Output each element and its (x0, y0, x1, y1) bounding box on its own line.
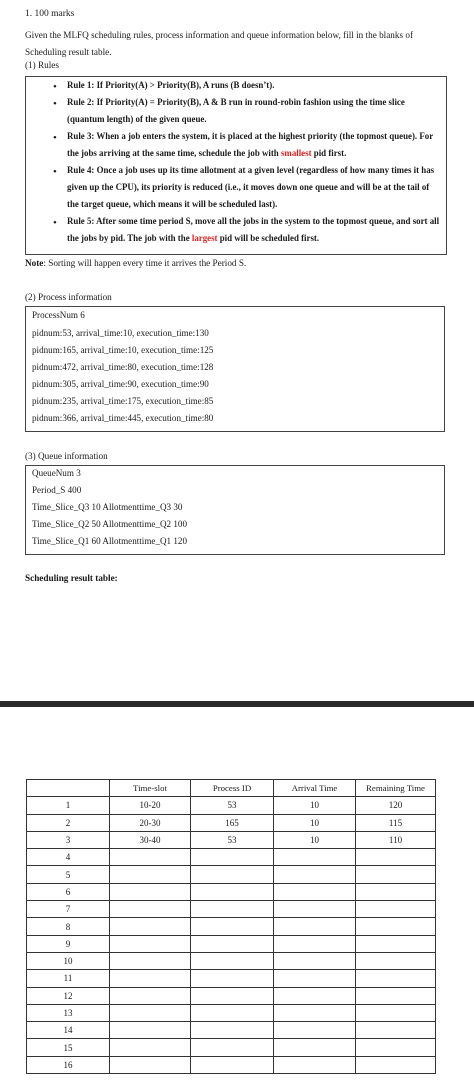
row-index: 9 (27, 935, 110, 952)
queue-info-box (25, 465, 445, 555)
row-index: 13 (27, 1004, 110, 1021)
arrival-time-cell[interactable] (274, 901, 356, 918)
process-info-heading: (2) Process information (25, 292, 112, 302)
table-row (27, 797, 436, 814)
row-index: 3 (27, 831, 110, 848)
arrival-time-cell[interactable]: 10 (274, 814, 356, 831)
arrival-time-cell[interactable] (274, 849, 356, 866)
time-slot-cell[interactable] (110, 952, 191, 969)
process-id-cell[interactable] (191, 1039, 274, 1056)
process-id-cell[interactable] (191, 866, 274, 883)
header-process-id: Process ID (191, 780, 274, 797)
row-index: 7 (27, 901, 110, 918)
time-slot-cell[interactable] (110, 935, 191, 952)
arrival-time-cell[interactable] (274, 918, 356, 935)
time-slot-cell[interactable] (110, 1004, 191, 1021)
divider (0, 701, 474, 707)
header-remaining-time: Remaining Time (356, 780, 436, 797)
table-row (27, 1039, 436, 1056)
time-slot-cell[interactable] (110, 1056, 191, 1073)
rule-3-text-end: pid first. (311, 148, 347, 158)
remaining-time-cell[interactable] (356, 1039, 436, 1056)
rule-3 (67, 128, 443, 162)
rule-4 (67, 162, 443, 213)
row-index: 10 (27, 952, 110, 969)
table-header-row (27, 780, 436, 797)
time-slot-cell[interactable] (110, 918, 191, 935)
row-index: 14 (27, 1022, 110, 1039)
queue-line: Time_Slice_Q1 60 Allotmenttime_Q1 120 (32, 536, 188, 546)
remaining-time-cell[interactable] (356, 970, 436, 987)
arrival-time-cell[interactable] (274, 1056, 356, 1073)
rule-5-text: Rule 5: After some time period S, move all the jobs in the system to the topmost queue, and sort all the jobs by pid. The job with the (67, 216, 440, 243)
remaining-time-cell[interactable] (356, 918, 436, 935)
time-slot-cell[interactable] (110, 1022, 191, 1039)
process-id-cell[interactable] (191, 1056, 274, 1073)
time-slot-cell[interactable] (110, 1039, 191, 1056)
time-slot-cell[interactable]: 10-20 (110, 797, 191, 814)
remaining-time-cell[interactable]: 110 (356, 831, 436, 848)
row-index: 11 (27, 970, 110, 987)
row-index: 1 (27, 797, 110, 814)
bullet-icon: • (53, 132, 57, 144)
time-slot-cell[interactable] (110, 883, 191, 900)
process-id-cell[interactable] (191, 1022, 274, 1039)
rule-4-text: Rule 4: Once a job uses up its time allotment at a given level (regardless of how many times it has given up the CPU), its priority is reduced (i.e., it moves down one queue and will be at the tail of the target queue, which means it will be scheduled last). (67, 165, 435, 209)
remaining-time-cell[interactable] (356, 935, 436, 952)
table-row (27, 883, 436, 900)
rule-5-highlight: largest (191, 233, 218, 243)
arrival-time-cell[interactable] (274, 970, 356, 987)
process-id-cell[interactable] (191, 952, 274, 969)
arrival-time-cell[interactable]: 10 (274, 797, 356, 814)
process-line: pidnum:53, arrival_time:10, execution_time:130 (32, 328, 209, 338)
rules-box (25, 76, 447, 255)
row-index: 6 (27, 883, 110, 900)
header-arrival-time: Arrival Time (274, 780, 356, 797)
question-title: 1. 100 marks (25, 9, 75, 19)
time-slot-cell[interactable] (110, 849, 191, 866)
table-row (27, 952, 436, 969)
process-id-cell[interactable]: 53 (191, 797, 274, 814)
remaining-time-cell[interactable] (356, 883, 436, 900)
process-line: pidnum:305, arrival_time:90, execution_time:90 (32, 379, 209, 389)
note-text: : Sorting will happen every time it arrives the Period S. (43, 258, 247, 268)
bullet-icon: • (53, 166, 57, 178)
process-id-cell[interactable] (191, 970, 274, 987)
process-id-cell[interactable] (191, 918, 274, 935)
time-slot-cell[interactable] (110, 901, 191, 918)
table-row (27, 987, 436, 1004)
scheduling-result-table (26, 779, 436, 1074)
arrival-time-cell[interactable] (274, 866, 356, 883)
remaining-time-cell[interactable] (356, 1004, 436, 1021)
header-time-slot: Time-slot (110, 780, 191, 797)
row-index: 12 (27, 987, 110, 1004)
bullet-icon: • (53, 81, 57, 93)
queue-line: Time_Slice_Q2 50 Allotmenttime_Q2 100 (32, 519, 188, 529)
note (25, 258, 246, 268)
table-row (27, 831, 436, 848)
rules-heading: (1) Rules (25, 60, 59, 70)
process-id-cell[interactable] (191, 1004, 274, 1021)
rule-3-text: Rule 3: When a job enters the system, it is placed at the highest priority (the topmost queue). For the jobs arriving at the same time, schedule the job with (67, 131, 433, 158)
queue-line: QueueNum 3 (32, 468, 81, 478)
rule-3-highlight: smallest (280, 148, 312, 158)
time-slot-cell[interactable] (110, 970, 191, 987)
process-id-cell[interactable] (191, 987, 274, 1004)
arrival-time-cell[interactable] (274, 1004, 356, 1021)
process-line: pidnum:472, arrival_time:80, execution_time:128 (32, 362, 214, 372)
remaining-time-cell[interactable] (356, 901, 436, 918)
table-row (27, 970, 436, 987)
row-index: 15 (27, 1039, 110, 1056)
process-line: ProcessNum 6 (32, 310, 85, 320)
table-row (27, 1056, 436, 1073)
rule-2-text: Rule 2: If Priority(A) = Priority(B), A & B run in round-robin fashion using the time slice (quantum length) of the given queue. (67, 97, 405, 124)
time-slot-cell[interactable]: 30-40 (110, 831, 191, 848)
queue-line: Time_Slice_Q3 10 Allotmenttime_Q3 30 (32, 502, 183, 512)
note-label: Note (25, 258, 44, 268)
arrival-time-cell[interactable]: 10 (274, 831, 356, 848)
question-intro: Given the MLFQ scheduling rules, process information and queue information below, fill in the blanks of Scheduling result table. (25, 30, 414, 57)
header-index (27, 780, 110, 797)
table-row (27, 1004, 436, 1021)
arrival-time-cell[interactable] (274, 1022, 356, 1039)
rule-5-text-end: pid will be scheduled first. (217, 233, 320, 243)
rule-5 (67, 213, 443, 247)
remaining-time-cell[interactable] (356, 1022, 436, 1039)
arrival-time-cell[interactable] (274, 987, 356, 1004)
rule-2 (67, 94, 443, 128)
arrival-time-cell[interactable] (274, 1039, 356, 1056)
row-index: 8 (27, 918, 110, 935)
remaining-time-cell[interactable]: 120 (356, 797, 436, 814)
process-id-cell[interactable] (191, 935, 274, 952)
process-id-cell[interactable]: 165 (191, 814, 274, 831)
remaining-time-cell[interactable]: 115 (356, 814, 436, 831)
process-line: pidnum:165, arrival_time:10, execution_time:125 (32, 345, 214, 355)
time-slot-cell[interactable]: 20-30 (110, 814, 191, 831)
table-row (27, 901, 436, 918)
row-index: 4 (27, 849, 110, 866)
process-id-cell[interactable]: 53 (191, 831, 274, 848)
queue-line: Period_S 400 (32, 485, 82, 495)
remaining-time-cell[interactable] (356, 952, 436, 969)
process-line: pidnum:235, arrival_time:175, execution_time:85 (32, 396, 214, 406)
arrival-time-cell[interactable] (274, 952, 356, 969)
process-id-cell[interactable] (191, 849, 274, 866)
row-index: 16 (27, 1056, 110, 1073)
bullet-icon: • (53, 98, 57, 110)
table-row (27, 866, 436, 883)
remaining-time-cell[interactable] (356, 1056, 436, 1073)
scheduling-title: Scheduling result table: (25, 573, 118, 583)
arrival-time-cell[interactable] (274, 935, 356, 952)
table-row (27, 918, 436, 935)
bullet-icon: • (53, 217, 57, 229)
process-id-cell[interactable] (191, 901, 274, 918)
remaining-time-cell[interactable] (356, 866, 436, 883)
arrival-time-cell[interactable] (274, 883, 356, 900)
remaining-time-cell[interactable] (356, 849, 436, 866)
table-row (27, 849, 436, 866)
table-row (27, 814, 436, 831)
process-info-box (25, 306, 445, 432)
table-row (27, 1022, 436, 1039)
process-line: pidnum:366, arrival_time:445, execution_time:80 (32, 413, 214, 423)
table-row (27, 935, 436, 952)
row-index: 2 (27, 814, 110, 831)
queue-info-heading: (3) Queue information (25, 451, 108, 461)
rule-1-text: Rule 1: If Priority(A) > Priority(B), A runs (B doesn’t). (67, 80, 275, 90)
time-slot-cell[interactable] (110, 987, 191, 1004)
remaining-time-cell[interactable] (356, 987, 436, 1004)
row-index: 5 (27, 866, 110, 883)
process-id-cell[interactable] (191, 883, 274, 900)
time-slot-cell[interactable] (110, 866, 191, 883)
rule-1 (67, 77, 443, 94)
